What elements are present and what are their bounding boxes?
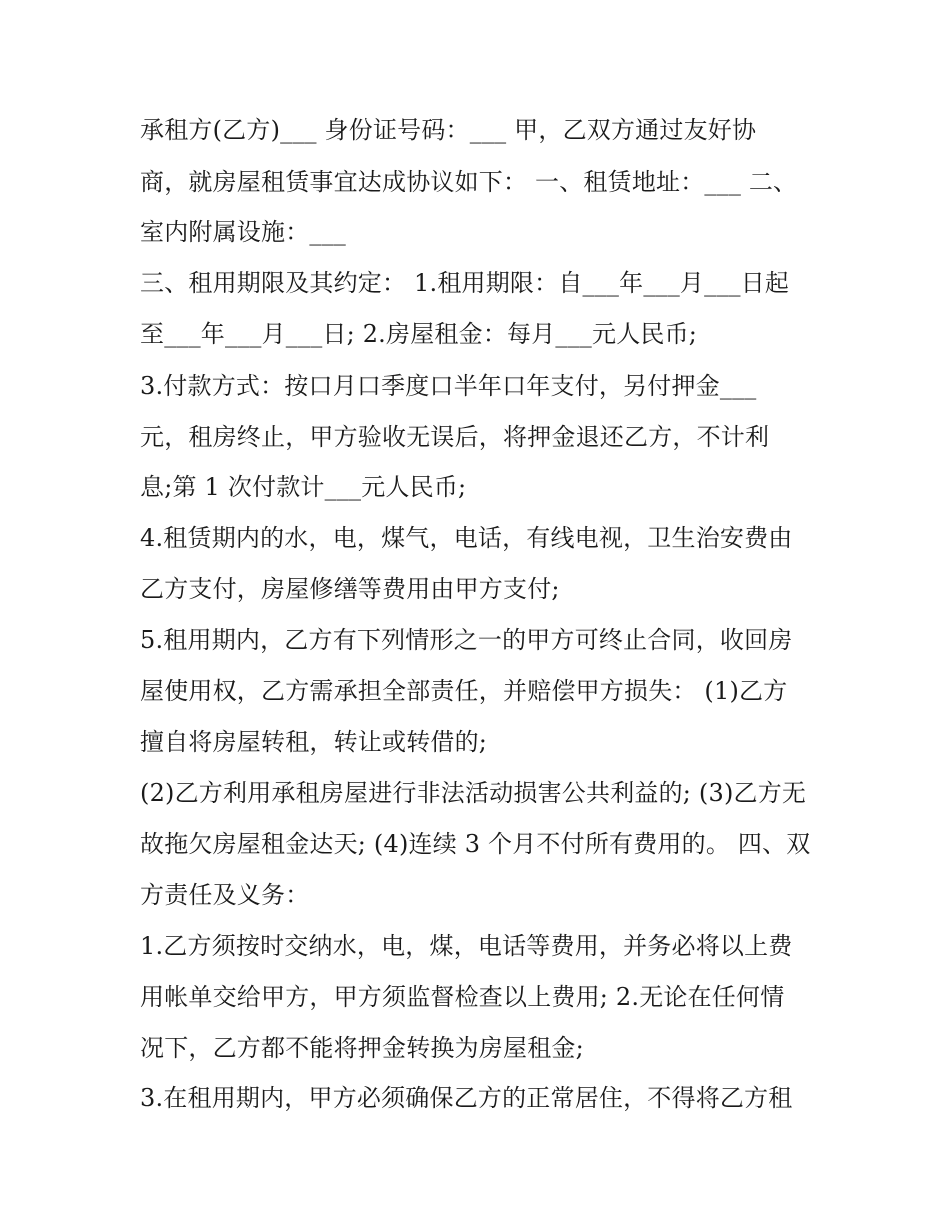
text-line: 3.在租用期内，甲方必须确保乙方的正常居住，不得将乙方租 — [140, 1084, 793, 1112]
text-line: 屋使用权，乙方需承担全部责任，并赔偿甲方损失： (1)乙方 — [140, 677, 788, 705]
text-line: 5.租用期内，乙方有下列情形之一的甲方可终止合同，收回房 — [140, 626, 793, 654]
text-line: 用帐单交给甲方，甲方须监督检查以上费用; 2.无论在任何情 — [140, 983, 785, 1011]
text-line: (2)乙方利用承租房屋进行非法活动损害公共利益的; (3)乙方无 — [140, 779, 807, 807]
text-line: 况下，乙方都不能将押金转换为房屋租金; — [140, 1034, 584, 1062]
text-line: 1.乙方须按时交纳水，电，煤，电话等费用，并务必将以上费 — [140, 932, 793, 960]
text-line: 室内附属设施：___ — [140, 218, 346, 246]
text-line: 乙方支付，房屋修缮等费用由甲方支付; — [140, 575, 560, 603]
text-line: 擅自将房屋转租，转让或转借的; — [140, 728, 488, 756]
text-line: 承租方(乙方)___ 身份证号码：___ 甲，乙双方通过友好协 — [140, 116, 757, 144]
text-line: 4.租赁期内的水，电，煤气，电话，有线电视，卫生治安费由 — [140, 524, 793, 552]
text-line: 息;第 1 次付款计___元人民币; — [140, 473, 467, 501]
text-line: 三、租用期限及其约定： 1.租用期限：自___年___月___日起 — [140, 269, 790, 297]
text-line: 元，租房终止，甲方验收无误后，将押金退还乙方，不计利 — [140, 423, 770, 451]
text-line: 3.付款方式：按口月口季度口半年口年支付，另付押金___ — [140, 372, 757, 400]
text-line: 方责任及义务： — [140, 881, 310, 909]
text-line: 故拖欠房屋租金达天; (4)连续 3 个月不付所有费用的。 四、双 — [140, 830, 811, 858]
text-line: 商，就房屋租赁事宜达成协议如下： 一、租赁地址：___ 二、 — [140, 168, 798, 196]
text-line: 至___年___月___日; 2.房屋租金：每月___元人民币; — [140, 320, 698, 348]
